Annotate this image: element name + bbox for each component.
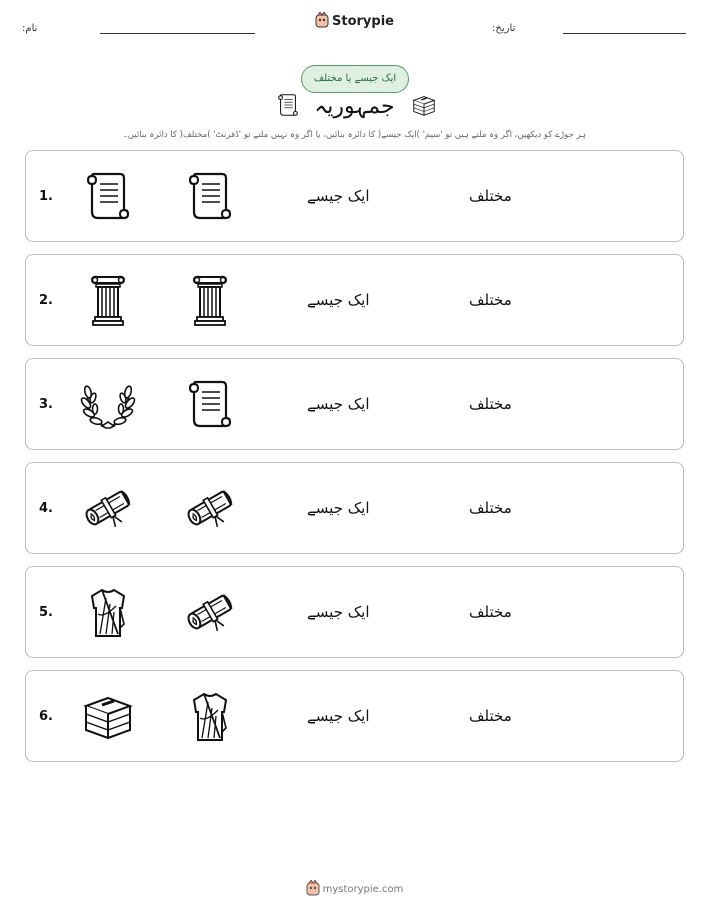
toga-icon xyxy=(80,584,136,640)
question-number: 1. xyxy=(39,189,53,204)
rolled-scroll-icon xyxy=(182,480,238,536)
different-option[interactable]: مختلف xyxy=(469,395,512,413)
footer xyxy=(0,880,709,896)
name-label: :نام xyxy=(22,23,38,34)
instructions-text: ہر جوڑے کو دیکھیں، اگر وہ ملتے ہیں تو 'سیم' )ایک جیسے( کا دائرہ بنائیں، یا اگر وہ نہیں ملتے تو 'ڈفرنٹ' )مختلف( کا دائرہ بنائیں۔ xyxy=(122,130,587,140)
toga-icon xyxy=(182,688,238,744)
same-option[interactable]: ایک جیسے xyxy=(307,603,370,621)
column-icon xyxy=(182,272,238,328)
question-number: 5. xyxy=(39,605,53,620)
name-line[interactable] xyxy=(100,33,255,34)
question-row xyxy=(25,462,684,554)
footer-url[interactable]: mystorypie.com xyxy=(322,884,404,895)
same-option[interactable]: ایک جیسے xyxy=(307,291,370,309)
same-option[interactable]: ایک جیسے xyxy=(307,187,370,205)
question-number: 4. xyxy=(39,501,53,516)
question-number: 2. xyxy=(39,293,53,308)
storypie-logo-icon xyxy=(306,880,320,896)
same-option[interactable]: ایک جیسے xyxy=(307,707,370,725)
page-title: جمہوریہ xyxy=(314,94,395,119)
different-option[interactable]: مختلف xyxy=(469,291,512,309)
rolled-scroll-icon xyxy=(80,480,136,536)
question-number: 3. xyxy=(39,397,53,412)
brand-logo xyxy=(0,12,709,29)
different-option[interactable]: مختلف xyxy=(469,187,512,205)
same-option[interactable]: ایک جیسے xyxy=(307,499,370,517)
question-row xyxy=(25,566,684,658)
laurel-wreath-icon xyxy=(80,376,136,432)
column-icon xyxy=(80,272,136,328)
date-label: :تاریخ xyxy=(492,23,516,34)
same-option[interactable]: ایک جیسے xyxy=(307,395,370,413)
rolled-scroll-icon xyxy=(182,584,238,640)
ballot-box-icon xyxy=(409,92,439,118)
scroll-icon xyxy=(182,376,238,432)
question-row xyxy=(25,670,684,762)
different-option[interactable]: مختلف xyxy=(469,707,512,725)
scroll-icon xyxy=(182,168,238,224)
question-row xyxy=(25,150,684,242)
scroll-icon xyxy=(80,168,136,224)
date-line[interactable] xyxy=(563,33,686,34)
ballot-box-icon xyxy=(80,688,136,744)
question-row xyxy=(25,358,684,450)
question-row xyxy=(25,254,684,346)
question-number: 6. xyxy=(39,709,53,724)
storypie-logo-icon xyxy=(315,12,329,28)
worksheet-type-badge: ایک جیسے یا مختلف xyxy=(301,65,409,93)
different-option[interactable]: مختلف xyxy=(469,603,512,621)
brand-name: Storypie xyxy=(332,14,394,29)
different-option[interactable]: مختلف xyxy=(469,499,512,517)
